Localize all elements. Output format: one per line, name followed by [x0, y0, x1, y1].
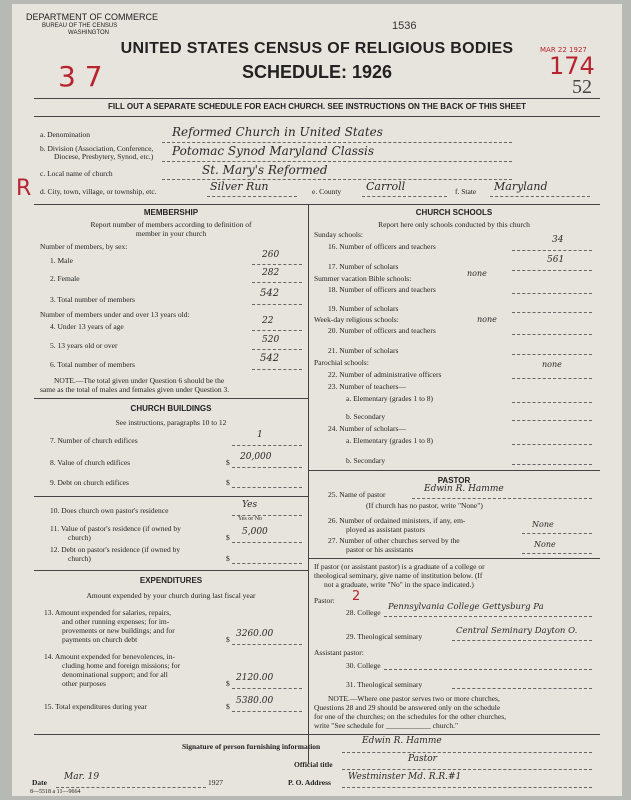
local-name-value: St. Mary's Reformed: [202, 163, 328, 177]
instructions-banner: FILL OUT A SEPARATE SCHEDULE FOR EACH CHURCH. SEE INSTRUCTIONS ON THE BACK OF THIS SHEET: [107, 102, 527, 111]
male-value: 260: [262, 250, 280, 260]
benevolences-label-4: other purposes: [62, 679, 106, 688]
under-13-label: 4. Under 13 years of age: [50, 322, 124, 331]
salaries-label-2: and other running expenses; for im-: [62, 617, 170, 626]
schedule-title: SCHEDULE: 1926: [241, 62, 393, 82]
city-label: d. City, town, village, or township, etc.: [40, 187, 157, 196]
female-label: 2. Female: [50, 274, 80, 283]
form-code: 8—5518 a 11—9664: [30, 789, 81, 795]
date-value: Mar. 19: [64, 772, 100, 782]
edifice-value-value: 20,000: [240, 452, 272, 462]
total-members-label: 3. Total number of members: [50, 295, 135, 304]
total-members-2-label: 6. Total number of members: [50, 360, 135, 369]
pastor-name-label: 25. Name of pastor: [328, 490, 386, 499]
total-members-value: 542: [260, 288, 280, 299]
summer-scholars-label: 19. Number of scholars: [328, 304, 399, 313]
residence-value-value: 5,000: [242, 527, 268, 537]
pastor-note: NOTE.—Where one pastor serves two or more churches,: [328, 694, 500, 703]
handwritten-r-mark: R: [16, 176, 32, 201]
other-churches-label: 27. Number of other churches served by the: [328, 536, 460, 545]
membership-note: NOTE.—The total given under Question 6 should be the: [54, 376, 225, 385]
salaries-value: 3260.00: [236, 629, 274, 639]
ordained-ministers-label-2: ployed as assistant pastors: [346, 525, 425, 534]
elementary-teachers-label: a. Elementary (grades 1 to 8): [346, 394, 434, 403]
edifices-value: 1: [257, 430, 263, 440]
city-value: Silver Run: [210, 180, 269, 193]
summer-none-value: none: [467, 269, 487, 278]
salaries-label-3: provements or new buildings; and for: [62, 626, 175, 635]
membership-note-cont: same as the total of males and females given under Question 3.: [40, 385, 230, 394]
weekday-officers-label: 20. Number of officers and teachers: [328, 326, 436, 335]
summer-schools-label: Summer vacation Bible schools:: [314, 274, 412, 283]
assistant-college-label: 30. College: [346, 661, 381, 670]
summer-officers-label: 18. Number of officers and teachers: [328, 285, 436, 294]
pastor-name-hint: (If church has no pastor, write "None"): [366, 501, 483, 510]
ordained-ministers-label: 26. Number of ordained ministers, if any, em-: [328, 516, 466, 525]
assistant-seminary-label: 31. Theological seminary: [346, 680, 423, 689]
bureau-name: BUREAU OF THE CENSUS: [42, 23, 118, 29]
sunday-scholars-label: 17. Number of scholars: [328, 262, 399, 271]
membership-intro-cont: member in your church: [135, 229, 207, 238]
residence-debt-label: 12. Debt on pastor's residence (if owned by: [50, 545, 181, 554]
church-buildings-heading: CHURCH BUILDINGS: [130, 404, 212, 413]
signature-label: Signature of person furnishing information: [182, 742, 321, 751]
elementary-scholars-label: a. Elementary (grades 1 to 8): [346, 436, 434, 445]
state-label: f. State: [455, 187, 477, 196]
edifice-value-label: 8. Value of church edifices: [50, 458, 131, 467]
department-name: DEPARTMENT OF COMMERCE: [26, 12, 159, 22]
date-year: 1927: [208, 778, 223, 787]
edifices-label: 7. Number of church edifices: [50, 436, 138, 445]
parochial-schools-label: Parochial schools:: [314, 358, 369, 367]
dollar-sign-5: $: [226, 635, 230, 644]
benevolences-label: 14. Amount expended for benevolences, in-: [44, 652, 176, 661]
parsonage-label: 10. Does church own pastor's residence: [50, 506, 169, 515]
members-by-sex-label: Number of members, by sex:: [40, 242, 128, 251]
yes-no-hint: Yes or No: [238, 516, 263, 522]
received-date-stamp: MAR 22 1927: [540, 46, 587, 54]
denomination-value: Reformed Church in United States: [172, 125, 383, 139]
total-members-2-value: 542: [260, 353, 280, 364]
po-address-value: Westminster Md. R.R.#1: [348, 772, 462, 782]
salaries-label: 13. Amount expended for salaries, repairs,: [44, 608, 172, 617]
total-expenditures-label: 15. Total expenditures during year: [44, 702, 147, 711]
schools-intro: Report here only schools conducted by this church: [378, 220, 530, 229]
division-value: Potomac Synod Maryland Classis: [172, 144, 375, 158]
dollar-sign-6: $: [226, 679, 230, 688]
local-name-label: c. Local name of church: [40, 169, 113, 178]
parochial-scholars-label: 24. Number of scholars—: [328, 424, 406, 433]
edifice-debt-label: 9. Debt on church edifices: [50, 478, 129, 487]
under-13-value: 22: [262, 316, 274, 326]
other-churches-value: None: [534, 540, 556, 549]
dollar-sign-2: $: [226, 478, 230, 487]
expenditures-intro: Amount expended by your church during last fiscal year: [86, 591, 256, 600]
weekday-none-value: none: [477, 315, 497, 324]
sunday-scholars-value: 561: [547, 255, 565, 265]
dollar-sign-3: $: [226, 533, 230, 542]
expenditures-heading: EXPENDITURES: [139, 576, 203, 585]
pastor-note-4: write "See schedule for ____________ church.": [314, 721, 459, 730]
official-title-value: Pastor: [408, 754, 437, 764]
handwritten-mark-left: 3 7: [58, 60, 103, 93]
admin-officers-label: 22. Number of administrative officers: [328, 370, 442, 379]
signature-value: Edwin R. Hamme: [362, 736, 442, 746]
handwritten-red-2: 2: [352, 589, 361, 604]
college-note-2: theological seminary, give name of institution below. (If: [314, 571, 483, 580]
handwritten-mark-right: 174: [549, 52, 595, 80]
pastor-name-value: Edwin R. Hamme: [424, 484, 504, 494]
census-form: [12, 4, 622, 796]
membership-heading: MEMBERSHIP: [143, 208, 199, 217]
weekday-scholars-label: 21. Number of scholars: [328, 346, 399, 355]
county-label: e. County: [312, 187, 342, 196]
po-address-label: P. O. Address: [288, 778, 331, 787]
pastor-note-2: Questions 28 and 29 should be answered only on the schedule: [314, 703, 501, 712]
division-label-cont: Diocese, Presbytery, Synod, etc.): [54, 152, 154, 161]
pastor-college-value: Pennsylvania College Gettysburg Pa: [388, 602, 544, 612]
over-13-label: 5. 13 years old or over: [50, 341, 118, 350]
city-name: WASHINGTON: [68, 30, 110, 36]
buildings-instructions: See instructions, paragraphs 10 to 12: [115, 418, 227, 427]
membership-intro: Report number of members according to definition of: [90, 220, 252, 229]
assistant-pastor-label: Assistant pastor:: [314, 648, 364, 657]
weekday-schools-label: Week-day religious schools:: [314, 315, 399, 324]
pastor-college-label: 28. College: [346, 608, 381, 617]
denomination-label: a. Denomination: [40, 130, 90, 139]
handwritten-number: 52: [572, 76, 592, 98]
pastor-heading: PASTOR: [437, 476, 471, 485]
female-value: 282: [262, 268, 280, 278]
parochial-none-value: none: [542, 360, 562, 369]
total-expenditures-value: 5380.00: [236, 696, 274, 706]
age-split-label: Number of members under and over 13 years old:: [40, 310, 190, 319]
dollar-sign: $: [226, 458, 230, 467]
teachers-label: 23. Number of teachers—: [328, 382, 406, 391]
sunday-officers-value: 34: [552, 235, 564, 245]
pastor-seminary-value: Central Seminary Dayton O.: [456, 626, 578, 636]
residence-debt-label-cont: church): [68, 554, 91, 563]
residence-value-label: 11. Value of pastor's residence (if owned by: [50, 524, 181, 533]
over-13-value: 520: [262, 335, 280, 345]
benevolences-label-3: denominational support; and for all: [62, 670, 168, 679]
church-schools-heading: CHURCH SCHOOLS: [415, 208, 493, 217]
secondary-teachers-label: b. Secondary: [346, 412, 386, 421]
pastor-seminary-label: 29. Theological seminary: [346, 632, 423, 641]
pastor-subheading: Pastor:: [314, 596, 335, 605]
residence-value-label-cont: church): [68, 533, 91, 542]
official-title-label: Official title: [294, 760, 333, 769]
parsonage-value: Yes: [242, 500, 258, 510]
benevolences-label-2: cluding home and foreign missions; for: [62, 661, 181, 670]
secondary-scholars-label: b. Secondary: [346, 456, 386, 465]
state-value: Maryland: [494, 180, 548, 193]
salaries-label-4: payments on church debt: [62, 635, 138, 644]
form-title: UNITED STATES CENSUS OF RELIGIOUS BODIES: [120, 40, 514, 57]
sunday-schools-label: Sunday schools:: [314, 230, 363, 239]
county-value: Carroll: [366, 180, 406, 193]
other-churches-label-2: pastor or his assistants: [346, 545, 414, 554]
benevolences-value: 2120.00: [236, 673, 274, 683]
sunday-officers-label: 16. Number of officers and teachers: [328, 242, 436, 251]
pastor-note-3: for one of the churches; on the schedules for the other churches,: [314, 712, 507, 721]
ordained-ministers-value: None: [532, 520, 554, 529]
male-label: 1. Male: [50, 256, 73, 265]
division-label: b. Division (Association, Conference,: [40, 144, 154, 153]
date-label: Date: [32, 778, 47, 787]
form-serial-number: 1536: [392, 20, 417, 32]
dollar-sign-7: $: [226, 702, 230, 711]
college-note-3: not a graduate, write "No" in the space indicated.): [324, 580, 474, 589]
college-note: If pastor (or assistant pastor) is a graduate of a college or: [314, 562, 485, 571]
dollar-sign-4: $: [226, 554, 230, 563]
